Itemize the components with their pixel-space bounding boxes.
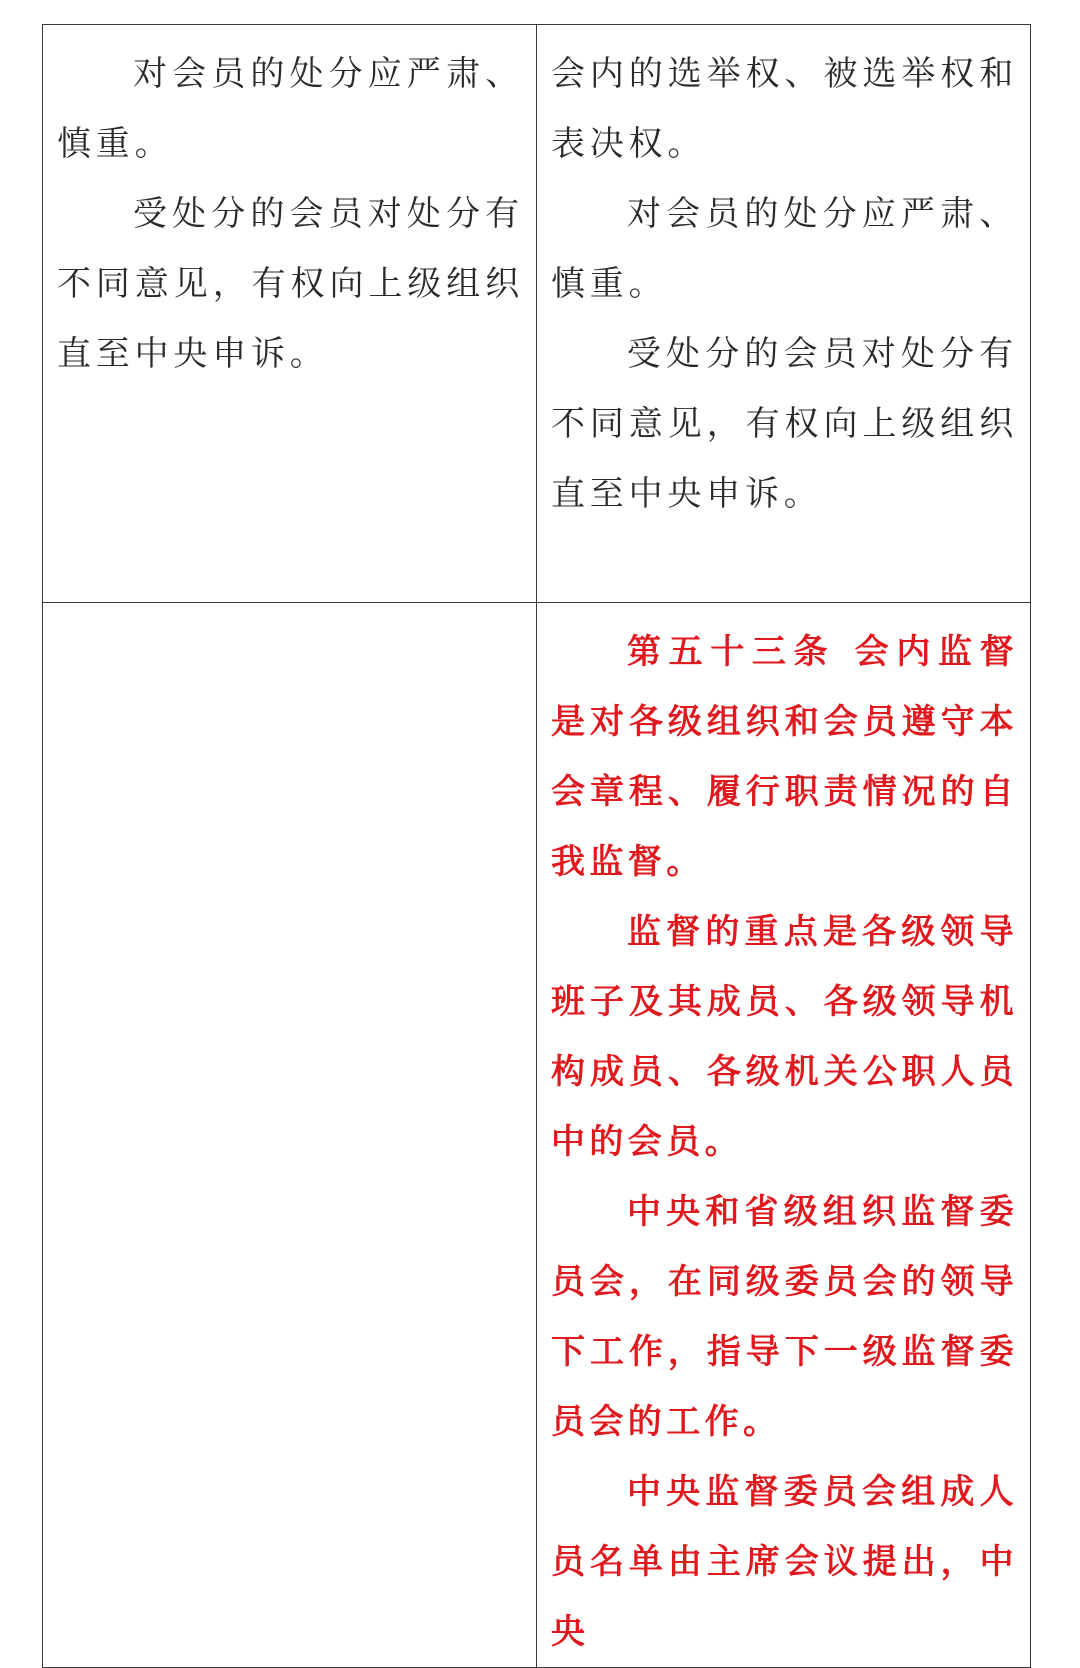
left-cell (43, 25, 537, 603)
paragraph: 对会员的处分应严肃、慎重。 (57, 54, 524, 164)
paragraph: 中央监督委员会组成人员名单由主席会议提出，中央 (551, 1472, 1018, 1652)
article-53-paragraph: 第五十三条 会内监督是对各级组织和会员遵守本会章程、履行职责情况的自我监督。 (551, 632, 1018, 882)
paragraph-continued: 会内的选举权、被选举权和表决权。 (551, 54, 1018, 164)
right-cell (537, 25, 1031, 603)
paragraph: 受处分的会员对处分有不同意见，有权向上级组织直至中央申诉。 (551, 334, 1018, 514)
paragraph: 监督的重点是各级领导班子及其成员、各级领导机构成员、各级机关公职人员中的会员。 (551, 912, 1018, 1162)
table-row (43, 603, 1031, 1668)
comparison-table (42, 24, 1031, 1668)
paragraph: 受处分的会员对处分有不同意见，有权向上级组织直至中央申诉。 (57, 194, 524, 374)
left-cell-empty (43, 603, 537, 1668)
table-row (43, 25, 1031, 603)
paragraph: 中央和省级组织监督委员会，在同级委员会的领导下工作，指导下一级监督委员会的工作。 (551, 1192, 1018, 1442)
right-cell (537, 603, 1031, 1668)
paragraph: 对会员的处分应严肃、慎重。 (551, 194, 1018, 304)
